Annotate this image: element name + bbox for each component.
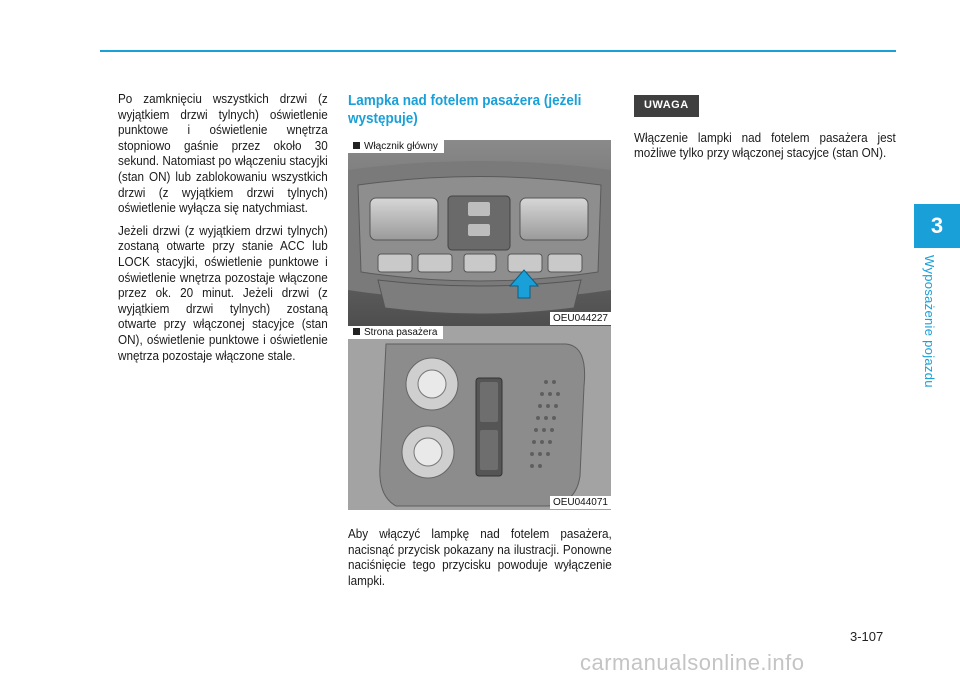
watermark: carmanualsonline.info [580, 650, 805, 675]
image-code: OEU044071 [550, 496, 611, 509]
right-column [634, 95, 896, 168]
photo-label: Włącznik główny [348, 140, 444, 153]
square-bullet-icon [353, 328, 360, 335]
chapter-tab: 3 [914, 204, 960, 248]
notice-paragraph: Włączenie lampki nad fotelem pasażera jest możliwe tylko przy włączonej stacyjce (stan ON). [634, 129, 896, 161]
section-heading: Lampka nad fotelem pasażera (jeżeli występuje) [348, 92, 582, 127]
left-column [118, 91, 328, 370]
photo-passenger-lamp [348, 326, 611, 510]
middle-column [348, 92, 612, 128]
paragraph-2: Jeżeli drzwi (z wyjątkiem drzwi tylnych) zostaną otwarte przy stanie ACC lub LOCK stacyjki, oświetlenie punktowe i oświetlenie wnętrza pozostaje włączone przez ok. 20 minut. Jeżeli drzwi (z wyjątkiem drzwi tylnych) zostaną otwarte przy włączonej stacyjce (stan ON), oświetlenie punktowe i oświetlenie wnętrza pozostaje włączone stale. [118, 222, 328, 363]
page-number: 3-107 [850, 629, 884, 644]
top-rule [100, 50, 896, 52]
middle-column-body [348, 526, 612, 595]
photo-label: Strona pasażera [348, 326, 443, 339]
chapter-title: Wyposażenie pojazdu [922, 255, 937, 388]
passenger-lamp-illustration [348, 326, 611, 510]
notice-badge: UWAGA [634, 95, 699, 117]
instruction-paragraph: Aby włączyć lampkę nad fotelem pasażera, nacisnąć przycisk pokazany na ilustracji. Ponowne naciśnięcie tego przycisku powoduje wyłączenie lampki. [348, 526, 612, 588]
square-bullet-icon [353, 142, 360, 149]
overhead-console-illustration [348, 140, 611, 326]
image-code: OEU044227 [550, 312, 611, 325]
photo-overhead-console [348, 140, 611, 326]
paragraph-1: Po zamknięciu wszystkich drzwi (z wyjątkiem drzwi tylnych) oświetlenie punktowe i oświetlenie wnętrza stopniowo gaśnie przez około 30 sekund. Natomiast po włączeniu stacyjki (stan ON) lub zablokowaniu wszystkich drzwi (z wyjątkiem drzwi tylnych) oświetlenie wyłącza się natychmiast. [118, 91, 328, 216]
